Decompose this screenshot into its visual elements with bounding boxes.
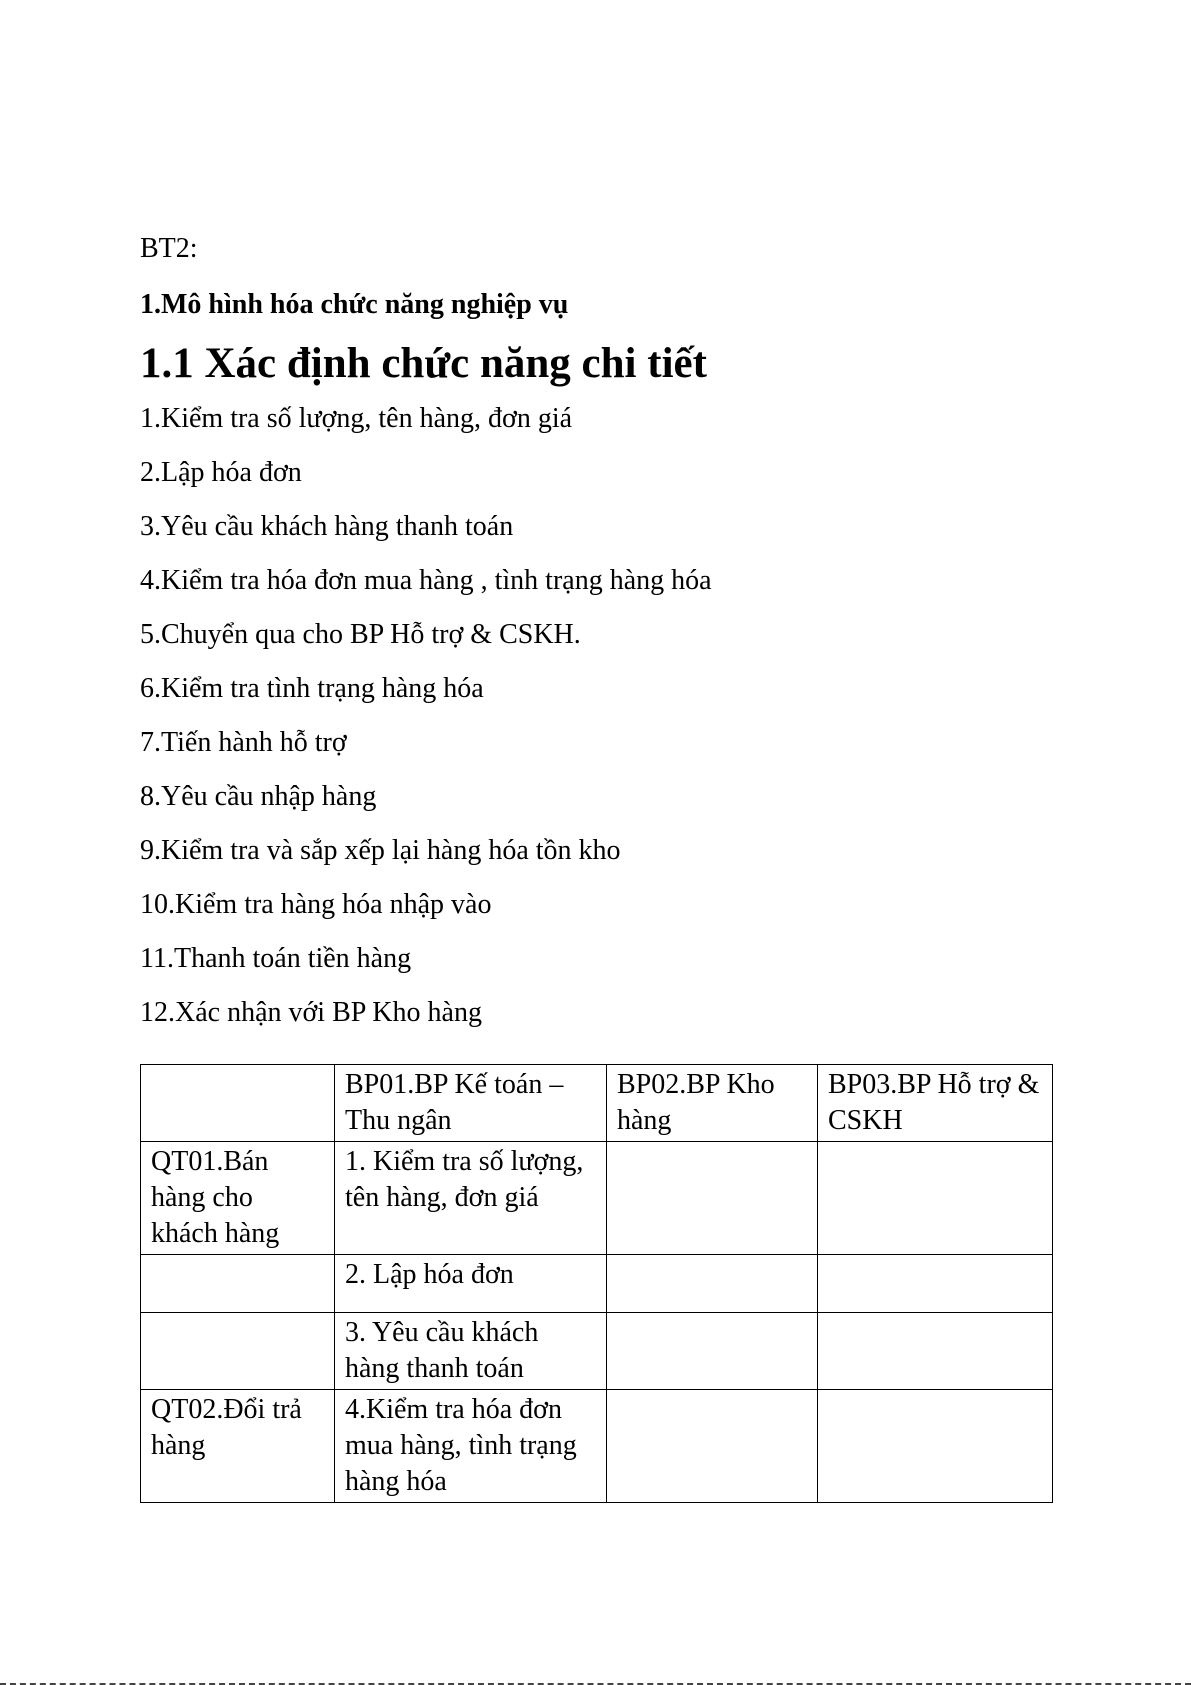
table-cell bbox=[141, 1313, 335, 1390]
table-cell: 4.Kiểm tra hóa đơn mua hàng, tình trạng hàng hóa bbox=[335, 1390, 607, 1503]
table-cell bbox=[818, 1390, 1053, 1503]
table-cell bbox=[607, 1255, 818, 1313]
subsection-heading: 1.1 Xác định chức năng chi tiết bbox=[140, 340, 707, 387]
function-item: 4.Kiểm tra hóa đơn mua hàng , tình trạng hàng hóa bbox=[140, 565, 712, 596]
table-cell: 3. Yêu cầu khách hàng thanh toán bbox=[335, 1313, 607, 1390]
exercise-label: BT2: bbox=[140, 233, 198, 264]
function-item: 11.Thanh toán tiền hàng bbox=[140, 943, 412, 974]
table-row bbox=[141, 1390, 1053, 1503]
function-list bbox=[140, 402, 1060, 1050]
function-item: 2.Lập hóa đơn bbox=[140, 457, 302, 488]
function-department-table bbox=[140, 1064, 1053, 1503]
table-cell: QT02.Đổi trả hàng bbox=[141, 1390, 335, 1503]
table-cell bbox=[607, 1142, 818, 1255]
table-cell bbox=[818, 1142, 1053, 1255]
function-item: 7.Tiến hành hỗ trợ bbox=[140, 727, 347, 758]
document-content bbox=[140, 232, 1060, 1050]
function-item: 8.Yêu cầu nhập hàng bbox=[140, 781, 377, 812]
table-row bbox=[141, 1313, 1053, 1390]
function-item: 9.Kiểm tra và sắp xếp lại hàng hóa tồn kho bbox=[140, 835, 621, 866]
table-cell bbox=[818, 1313, 1053, 1390]
table-header-cell bbox=[141, 1065, 335, 1142]
table-header-row bbox=[141, 1065, 1053, 1142]
section-heading: 1.Mô hình hóa chức năng nghiệp vụ bbox=[140, 289, 569, 320]
table-cell bbox=[818, 1255, 1053, 1313]
function-item: 6.Kiểm tra tình trạng hàng hóa bbox=[140, 673, 484, 704]
table-header-cell: BP03.BP Hỗ trợ & CSKH bbox=[818, 1065, 1053, 1142]
function-item: 10.Kiểm tra hàng hóa nhập vào bbox=[140, 889, 492, 920]
table-cell bbox=[607, 1390, 818, 1503]
table-cell bbox=[607, 1313, 818, 1390]
table-cell bbox=[141, 1255, 335, 1313]
function-item: 3.Yêu cầu khách hàng thanh toán bbox=[140, 511, 514, 542]
function-item: 12.Xác nhận với BP Kho hàng bbox=[140, 997, 482, 1028]
table-row bbox=[141, 1255, 1053, 1313]
function-item: 1.Kiểm tra số lượng, tên hàng, đơn giá bbox=[140, 403, 573, 434]
table-row bbox=[141, 1142, 1053, 1255]
table-header-cell: BP02.BP Kho hàng bbox=[607, 1065, 818, 1142]
table-cell: QT01.Bán hàng cho khách hàng bbox=[141, 1142, 335, 1255]
table-cell: 2. Lập hóa đơn bbox=[335, 1255, 607, 1313]
table-cell: 1. Kiểm tra số lượng, tên hàng, đơn giá bbox=[335, 1142, 607, 1255]
function-item: 5.Chuyển qua cho BP Hỗ trợ & CSKH. bbox=[140, 619, 581, 650]
table-header-cell: BP01.BP Kế toán – Thu ngân bbox=[335, 1065, 607, 1142]
